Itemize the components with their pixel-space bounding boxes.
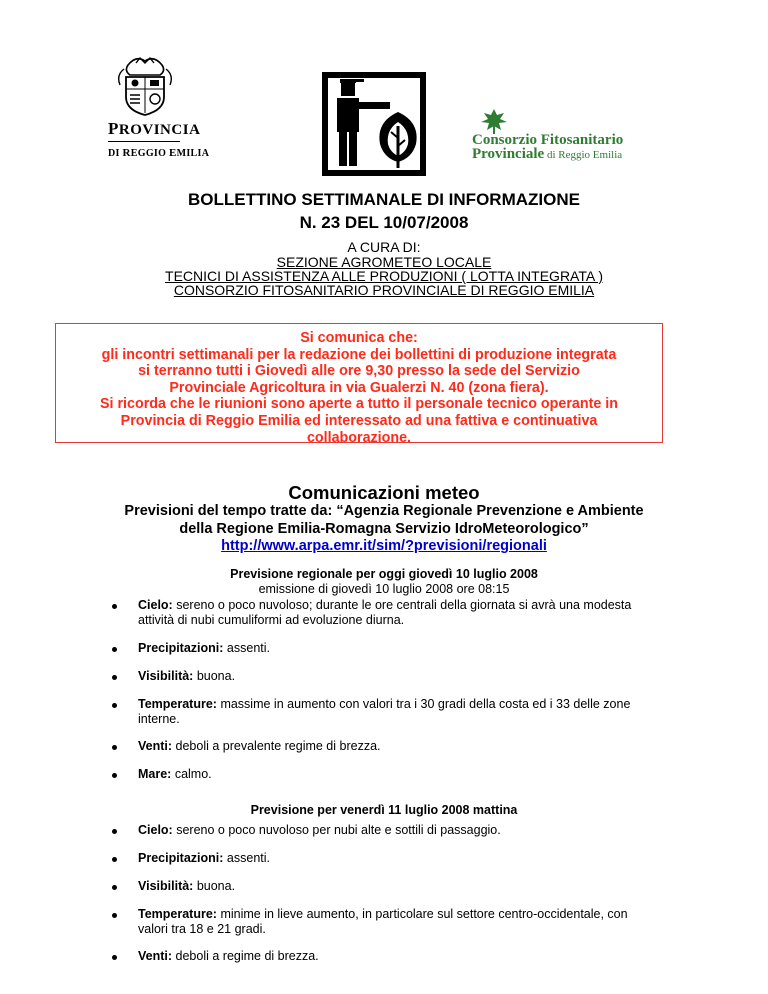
- provincia-subtitle: DI REGGIO EMILIA: [108, 147, 210, 159]
- bullet-icon: [112, 857, 117, 862]
- provincia-rule: [108, 141, 180, 142]
- notice-line: Si ricorda che le riunioni sono aperte a tutto il personale tecnico operante in: [100, 396, 618, 413]
- meteo-source-line: Previsioni del tempo tratte da: “Agenzia Regionale Prevenzione e Ambiente: [124, 503, 644, 519]
- notice-line: gli incontri settimanali per la redazione dei bollettini di produzione integrata: [101, 346, 617, 363]
- crest-icon: [114, 55, 176, 117]
- list-item: Mare: calmo.: [0, 767, 638, 782]
- bulletin-title: BOLLETTINO SETTIMANALE DI INFORMAZIONE: [188, 190, 580, 209]
- list-item: Visibilità: buona.: [0, 669, 638, 684]
- provincia-name: PROVINCIA: [108, 119, 201, 138]
- meteo-source-line: della Regione Emilia-Romagna Servizio IdroMeteorologico”: [179, 521, 589, 537]
- bullet-icon: [112, 675, 117, 680]
- cura-label: A CURA DI:: [347, 239, 421, 255]
- notice-line: si terranno tutti i Giovedì alle ore 9,30 presso la sede del Servizio: [138, 363, 580, 380]
- leaf-icon: [480, 108, 508, 134]
- consorzio-name: Consorzio Fitosanitario: [472, 132, 624, 148]
- meteo-title: Comunicazioni meteo: [288, 482, 480, 503]
- notice-box: [55, 323, 663, 446]
- forecast-today-emission: emissione di giovedì 10 luglio 2008 ore 08:15: [258, 582, 510, 596]
- farmer-tree-icon: [322, 72, 426, 176]
- meteo-link-wrap: [0, 538, 768, 554]
- bullet-icon: [112, 955, 117, 960]
- bulletin-number: N. 23 DEL 10/07/2008: [299, 213, 469, 232]
- bullet-icon: [112, 604, 117, 609]
- bullet-icon: [112, 913, 117, 918]
- list-item: Precipitazioni: assenti.: [0, 851, 638, 866]
- consorzio-subtitle: Provinciale di Reggio Emilia: [472, 146, 623, 162]
- list-item: Temperature: minime in lieve aumento, in particolare sul settore centro-occidentale, con valori tra 18 e 21 gradi.: [0, 907, 638, 937]
- notice-line: Provinciale Agricoltura in via Gualerzi N. 40 (zona fiera).: [169, 379, 549, 396]
- list-item: Venti: deboli a regime di brezza.: [0, 949, 638, 964]
- notice-line: collaborazione.: [306, 429, 412, 446]
- cura-tecnici: TECNICI DI ASSISTENZA ALLE PRODUZIONI ( LOTTA INTEGRATA ): [165, 268, 603, 284]
- list-item: Temperature: massime in aumento con valori tra i 30 gradi della costa ed i 33 delle zone interne.: [0, 697, 638, 727]
- cura-section: SEZIONE AGROMETEO LOCALE: [276, 254, 492, 270]
- bullet-icon: [112, 885, 117, 890]
- consorzio-logo: [470, 108, 670, 164]
- arpa-link[interactable]: http://www.arpa.emr.it/sim/?previsioni/regionali: [221, 538, 547, 554]
- bullet-icon: [112, 647, 117, 652]
- list-item: Precipitazioni: assenti.: [0, 641, 638, 656]
- forecast-tomorrow-title: Previsione per venerdì 11 luglio 2008 mattina: [250, 803, 518, 817]
- forecast-tomorrow-heading: [0, 803, 768, 818]
- bullet-icon: [112, 703, 117, 708]
- forecast-today-heading: [0, 567, 768, 597]
- list-item: Visibilità: buona.: [0, 879, 638, 894]
- bullet-icon: [112, 745, 117, 750]
- bullet-icon: [112, 773, 117, 778]
- notice-heading: Si comunica che:: [300, 330, 418, 346]
- cura-consorzio: CONSORZIO FITOSANITARIO PROVINCIALE DI REGGIO EMILIA: [173, 282, 595, 298]
- bullet-icon: [112, 829, 117, 834]
- notice-line: Provincia di Reggio Emilia ed interessato ad una fattiva e continuativa: [120, 412, 598, 429]
- list-item: Venti: deboli a prevalente regime di brezza.: [0, 739, 638, 754]
- forecast-today-title: Previsione regionale per oggi giovedì 10 luglio 2008: [230, 567, 538, 581]
- list-item: Cielo: sereno o poco nuvoloso per nubi alte e sottili di passaggio.: [0, 823, 638, 838]
- list-item: Cielo: sereno o poco nuvoloso; durante le ore centrali della giornata si avrà una modesta attività di nubi cumuliformi ad evoluzione diurna.: [0, 598, 638, 628]
- meteo-source: [0, 502, 768, 538]
